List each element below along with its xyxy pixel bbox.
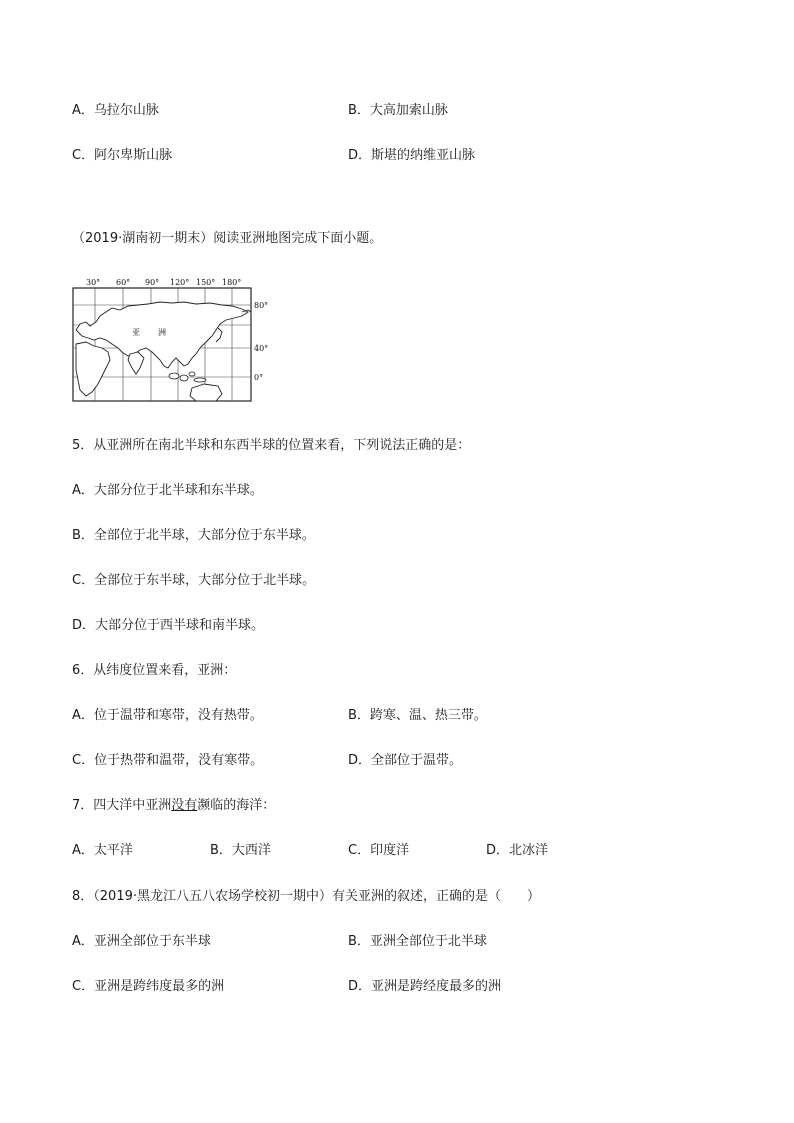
q8-option-c: C．亚洲是跨纬度最多的洲	[72, 979, 225, 994]
map-region-label-zhou: 洲	[158, 328, 166, 337]
lon-label-90: 90°	[145, 278, 160, 287]
q4-option-d: D．斯堪的纳维亚山脉	[348, 148, 476, 163]
q6-option-c: C．位于热带和温带，没有寒带。	[72, 753, 264, 768]
japan-islands	[216, 328, 222, 342]
q8-option-a: A．亚洲全部位于东半球	[72, 934, 211, 949]
q7-option-a: A．太平洋	[72, 843, 133, 858]
africa-landmass	[76, 342, 110, 396]
q4-option-b: B．大高加索山脉	[348, 103, 448, 118]
q7-stem-underline: 没有	[171, 798, 198, 813]
q4-option-c: C．阿尔卑斯山脉	[72, 148, 173, 163]
q5-option-b: B．全部位于北半球，大部分位于东半球。	[72, 528, 315, 543]
q7-stem-post: 濒临的海洋：	[197, 798, 276, 813]
australia-landmass	[190, 384, 222, 401]
q7-stem	[72, 797, 275, 815]
lon-label-150: 150°	[196, 278, 216, 287]
q7-stem-pre: 7．四大洋中亚洲	[72, 798, 172, 813]
q4-option-a: A．乌拉尔山脉	[72, 103, 159, 118]
india-landmass	[128, 352, 144, 374]
asia-map-figure	[72, 278, 272, 403]
map-region-label-ya: 亚	[132, 328, 140, 337]
q8-option-b: B．亚洲全部位于北半球	[348, 934, 487, 949]
q6-option-d: D．全部位于温带。	[348, 753, 463, 768]
lon-label-60: 60°	[116, 278, 131, 287]
q5-option-c: C．全部位于东半球，大部分位于北半球。	[72, 573, 316, 588]
q5-option-a: A．大部分位于北半球和东半球。	[72, 483, 263, 498]
q6-option-a: A．位于温带和寒带，没有热带。	[72, 708, 263, 723]
asia-map	[72, 278, 272, 403]
q7-option-c: C．印度洋	[348, 843, 410, 858]
lon-label-120: 120°	[170, 278, 190, 287]
q6-stem: 6．从纬度位置来看，亚洲：	[72, 663, 237, 678]
lon-label-180: 180°	[222, 278, 242, 287]
lon-label-30: 30°	[86, 278, 101, 287]
q8-stem: 8．（2019·黑龙江八五八农场学校初一期中）有关亚洲的叙述，正确的是（ ）	[72, 889, 540, 904]
lat-label-80: 80°	[254, 301, 269, 310]
section-intro: （2019·湖南初一期末）阅读亚洲地图完成下面小题。	[72, 231, 383, 246]
q7-option-d: D．北冰洋	[486, 843, 549, 858]
q8-option-d: D．亚洲是跨经度最多的洲	[348, 979, 502, 994]
q6-option-b: B．跨寒、温、热三带。	[348, 708, 487, 723]
q7-option-b: B．大西洋	[210, 843, 271, 858]
lat-label-0: 0°	[254, 373, 264, 382]
q5-stem: 5．从亚洲所在南北半球和东西半球的位置来看，下列说法正确的是：	[72, 438, 471, 453]
q5-option-d: D．大部分位于西半球和南半球。	[72, 618, 265, 633]
lat-label-40: 40°	[254, 344, 269, 353]
